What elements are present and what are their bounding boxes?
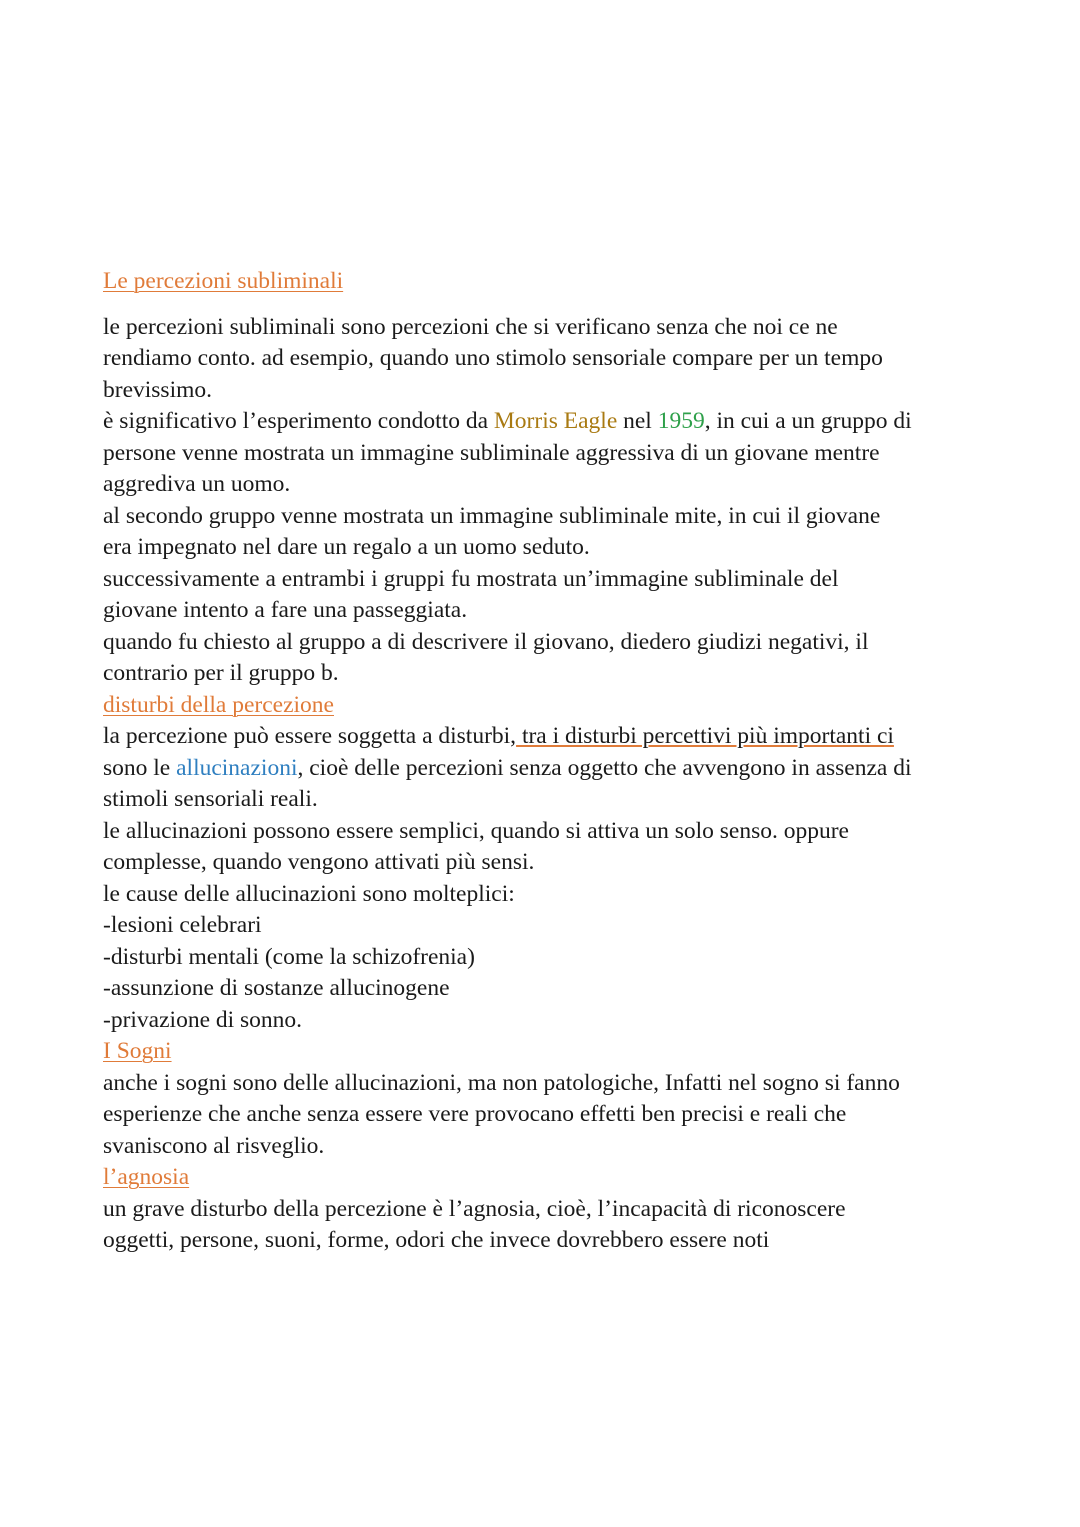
heading-disturbi: disturbi della percezione (103, 691, 334, 718)
disturbi-text: la percezione può essere soggetta a disturbi, (103, 723, 517, 749)
document-page (103, 266, 1003, 1257)
paragraph-line (103, 721, 1003, 753)
paragraph-line: aggrediva un uomo. (103, 471, 291, 497)
experiment-line (103, 406, 1003, 438)
heading-agnosia: l’agnosia (103, 1164, 190, 1190)
experiment-text: è significativo l’esperimento condotto da (103, 408, 494, 434)
paragraph-line: persone venne mostrata un immagine subliminale aggressiva di un giovane mentre (103, 439, 880, 466)
researcher-name: Morris Eagle (493, 408, 618, 434)
paragraph-line (103, 753, 1003, 785)
paragraph-line: giovane intento a fare una passeggiata. (103, 597, 468, 623)
list-item: -lesioni celebrari (103, 912, 262, 938)
heading-sogni: I Sogni (103, 1038, 172, 1064)
paragraph-line: anche i sogni sono delle allucinazioni, ma non patologiche, Infatti nel sogno si fanno (103, 1069, 900, 1096)
paragraph-line: quando fu chiesto al gruppo a di descrivere il giovano, diedero giudizi negativi, il (103, 628, 869, 655)
paragraph-line: le percezioni subliminali sono percezioni che si verificano senza che noi ce ne (103, 313, 838, 340)
paragraph-line: esperienze che anche senza essere vere provocano effetti ben precisi e reali che (103, 1101, 847, 1127)
paragraph-line: successivamente a entrambi i gruppi fu mostrata un’immagine subliminale del (103, 565, 839, 592)
disturbi-text: tra i disturbi percettivi più importanti ci (516, 723, 894, 749)
experiment-year: 1959 (657, 408, 705, 434)
paragraph-line: un grave disturbo della percezione è l’agnosia, cioè, l’incapacità di riconoscere (103, 1195, 846, 1222)
heading-subliminal: Le percezioni subliminali (103, 268, 344, 294)
paragraph-line: le cause delle allucinazioni sono molteplici: (103, 880, 515, 907)
list-item: -disturbi mentali (come la schizofrenia) (103, 943, 475, 970)
paragraph-line: rendiamo conto. ad esempio, quando uno stimolo sensoriale compare per un tempo (103, 345, 883, 371)
paragraph-line: brevissimo. (103, 376, 213, 403)
paragraph-line: le allucinazioni possono essere semplici, quando si attiva un solo senso. oppure (103, 817, 849, 844)
paragraph-line: al secondo gruppo venne mostrata un immagine subliminale mite, in cui il giovane (103, 502, 881, 529)
term-allucinazioni: allucinazioni (176, 754, 298, 781)
disturbi-text: , cioè delle percezioni senza oggetto che avvengono in assenza di (297, 754, 912, 781)
paragraph-line: stimoli sensoriali reali. (103, 786, 318, 812)
experiment-text: nel (617, 408, 658, 434)
paragraph-line: svaniscono al risveglio. (103, 1132, 325, 1159)
list-item: -assunzione di sostanze allucinogene (103, 975, 450, 1001)
paragraph-line: contrario per il gruppo b. (103, 660, 339, 686)
disturbi-text: sono le (103, 754, 177, 781)
experiment-text: , in cui a un gruppo di (704, 408, 912, 434)
paragraph-line: era impegnato nel dare un regalo a un uomo seduto. (103, 534, 590, 560)
list-item: -privazione di sonno. (103, 1006, 303, 1033)
paragraph-line: oggetti, persone, suoni, forme, odori che invece dovrebbero essere noti (103, 1227, 770, 1253)
paragraph-line: complesse, quando vengono attivati più sensi. (103, 849, 535, 875)
